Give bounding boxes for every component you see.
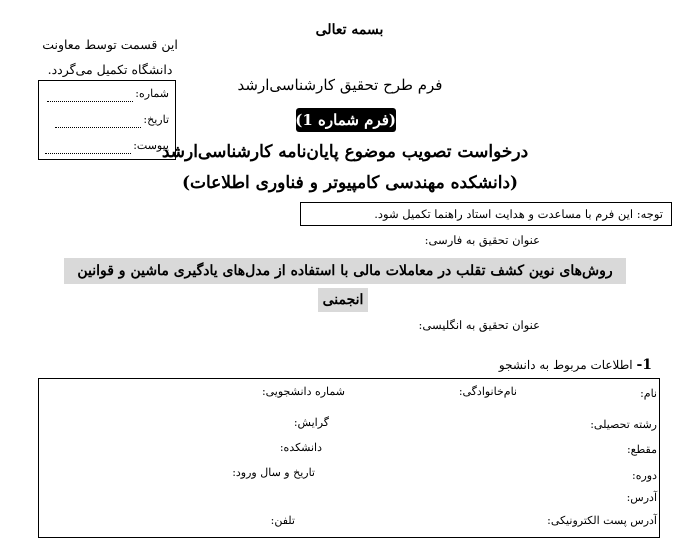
field-phone: تلفن: — [270, 514, 295, 527]
form-heading: درخواست تصویب موضوع پایان‌نامه کارشناسی‌ارشد — [161, 142, 529, 162]
english-title-label: عنوان تحقیق به انگلیسی: — [418, 318, 540, 332]
field-family: نام‌خانوادگی: — [458, 385, 517, 398]
notice-box: توجه: این فرم با مساعدت و هدایت استاد راهنما تکمیل شود. — [300, 202, 672, 226]
field-email: آدرس پست الکترونیکی: — [547, 514, 657, 527]
field-faculty: دانشکده: — [279, 441, 322, 454]
registry-number-label: شماره: — [135, 87, 169, 100]
registry-date-label: تاریخ: — [143, 113, 169, 126]
field-name: نام: — [640, 387, 657, 400]
section-number: 1- — [636, 357, 652, 373]
registry-date-row — [39, 107, 175, 133]
registry-box — [38, 80, 176, 160]
office-note-line1: این قسمت توسط معاونت — [42, 37, 178, 52]
field-orientation: گرایش: — [293, 416, 329, 429]
field-student-id: شماره دانشجویی: — [261, 385, 345, 398]
form-title: فرم طرح تحقیق کارشناسی‌ارشد — [237, 76, 443, 94]
section-student-heading — [420, 357, 652, 373]
persian-title-line2: انجمنی — [318, 288, 368, 312]
registry-date-field[interactable] — [55, 113, 141, 128]
registry-attachment-row — [39, 133, 175, 159]
office-note-line2: دانشگاه تکمیل می‌گردد. — [47, 62, 173, 77]
field-term: دوره: — [632, 469, 657, 482]
faculty-heading: (دانشکده مهندسی کامپیوتر و فناوری اطلاعات) — [181, 173, 519, 193]
field-entry-date: تاریخ و سال ورود: — [232, 466, 315, 479]
form-number-badge: (فرم شماره 1) — [296, 108, 396, 132]
section-title: اطلاعات مربوط به دانشجو — [498, 358, 633, 372]
registry-number-row — [39, 81, 175, 107]
office-note — [30, 32, 190, 82]
registry-attachment-field[interactable] — [45, 139, 131, 154]
persian-title-label: عنوان تحقیق به فارسی: — [424, 233, 540, 247]
field-major: رشته تحصیلی: — [590, 418, 657, 431]
persian-title-line1: روش‌های نوین کشف تقلب در معاملات مالی با استفاده از مدل‌های یادگیری ماشین و قوانین — [64, 258, 626, 284]
registry-number-field[interactable] — [47, 87, 133, 102]
field-address: آدرس: — [626, 491, 657, 504]
field-level: مقطع: — [626, 443, 657, 456]
basmala: بسمه تعالی — [315, 22, 384, 38]
registry-attachment-label: پیوست: — [133, 139, 169, 152]
